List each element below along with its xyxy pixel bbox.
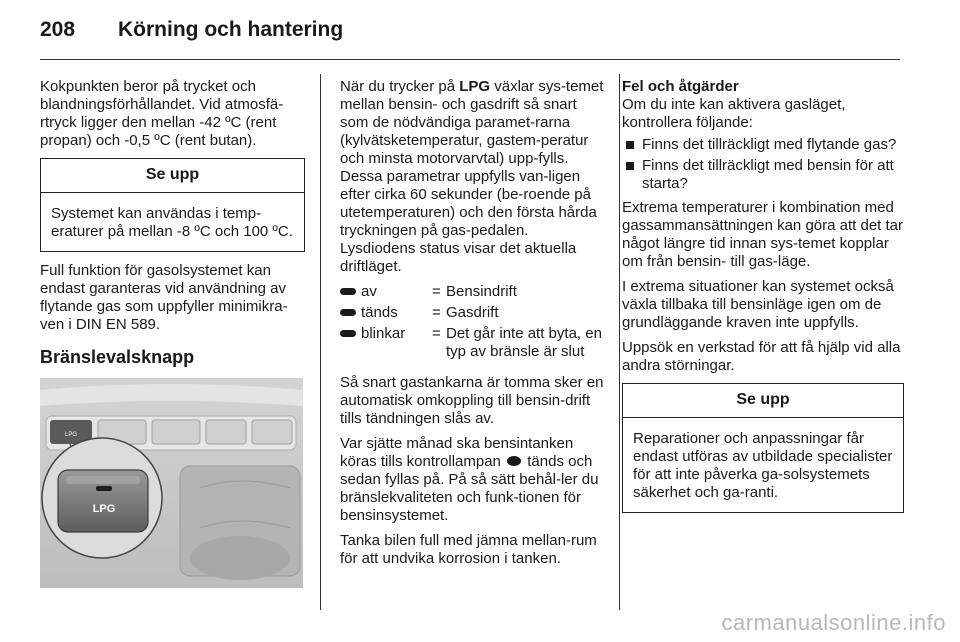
lpg-switch-text-start: När du trycker på [340, 78, 460, 95]
lpg-label-large: LPG [92, 503, 116, 515]
boiling-point-paragraph: Kokpunkten beror på trycket och blandningsförhållandet. Vid atmosfä-rtryck ligger den mellan -42 ºC (rent propan) och -0,5 ºC (rent butan). [40, 78, 284, 149]
column-divider-2 [619, 74, 620, 610]
status-state-cell [340, 325, 432, 364]
full-function-paragraph: Full funktion för gasolsystemet kan endast garanteras vid användning av flytande gas som uppfyller minimikra-ven i DIN EN 589. [40, 262, 288, 333]
caution-text: Systemet kan användas i temp-eraturer på mellan -8 ºC och 100 ºC. [51, 205, 293, 240]
list-item: Finns det tillräckligt med flytande gas? [622, 136, 904, 154]
caution-title: Se upp [41, 159, 304, 193]
equals-sign: = [432, 325, 441, 342]
header-rule [40, 59, 900, 60]
section-heading-fuel-selector: Bränslevalsknapp [40, 347, 195, 367]
six-month-text-end: tänds och sedan fyllas på. På så sätt behål-ler du bränslekvaliteten och funk-tionen för bensinsystemet. [340, 453, 599, 524]
six-month-text-start: Var sjätte månad ska bensintanken köras tills kontrollampan [340, 435, 574, 470]
caution-box-repairs [622, 383, 904, 513]
caution-title: Se upp [623, 384, 903, 418]
column-divider-1 [320, 74, 321, 610]
equals-sign: = [432, 283, 441, 300]
table-row [340, 283, 605, 304]
status-state-cell [340, 304, 432, 325]
workshop-paragraph: Uppsök en verkstad för att få hjälp vid alla andra störningar. [622, 339, 901, 374]
led-icon [340, 288, 356, 295]
caution-box-temperature [40, 158, 305, 252]
led-status-table [340, 283, 605, 364]
status-state: av [361, 283, 377, 300]
status-meaning: Gasdrift [446, 304, 499, 321]
list-item: Finns det tillräckligt med bensin för att starta? [622, 157, 904, 193]
page-header [40, 18, 343, 42]
fill-up-paragraph: Tanka bilen full med jämna mellan-rum för att undvika korrosion i tanken. [340, 532, 597, 567]
lpg-keyword: LPG [459, 78, 491, 95]
faults-heading: Fel och åtgärder [622, 78, 739, 95]
table-row [340, 304, 605, 325]
column-2 [340, 78, 605, 575]
status-state: tänds [361, 304, 398, 321]
six-month-paragraph [340, 435, 605, 525]
caution-text: Reparationer och anpassningar får endast utföras av utbildade specialister för att inte påverka ga-solsystemets säkerhet och ga-ranti. [633, 430, 893, 501]
status-state: blinkar [361, 325, 406, 342]
table-row [340, 325, 605, 364]
column-1 [40, 78, 305, 593]
led-icon [340, 309, 356, 316]
status-meaning: Bensindrift [446, 283, 517, 300]
indicator-lamp-icon [507, 456, 521, 466]
led-icon [340, 330, 356, 337]
status-meaning: Det går inte att byta, en typ av bränsle är slut [446, 325, 602, 360]
faults-intro: Om du inte kan aktivera gasläget, kontrollera följande: [622, 96, 846, 131]
status-state-cell [340, 283, 432, 304]
lpg-button-figure [40, 378, 303, 588]
equals-sign: = [432, 304, 441, 321]
column-3 [622, 78, 904, 523]
extreme-temperature-paragraph: Extrema temperaturer i kombination med gassammansättningen kan göra att det tar något längre tid innan sys-temet kopplar om från bensin- till gas-läge. [622, 199, 904, 270]
lpg-switch-text-end: växlar sys-temet mellan bensin- och gasdrift så snart som de nödvändiga paramet-rarna (kylvätsketemperatur, gastem-peratur och minsta motorvarvtal) upp-fylls. Dessa parametrar uppfylls van-ligen efter cirka 60 sekunder (be-roende på utetemperaturen) och den första hårda tryckningen på gas-pedalen. Lysdiodens status visar det aktuella driftläget. [340, 78, 604, 275]
extreme-situation-paragraph: I extrema situationer kan systemet också växla tillbaka till bensinläge igen om de grundläggande kraven inte uppfylls. [622, 278, 894, 331]
lpg-switch-paragraph [340, 78, 605, 276]
auto-switch-paragraph: Så snart gastankarna är tomma sker en automatisk omkoppling till bensin-drift tills tändningen slås av. [340, 374, 604, 427]
chapter-title: Körning och hantering [118, 18, 344, 41]
page-number: 208 [40, 18, 76, 41]
check-list [622, 136, 904, 193]
watermark: carmanualsonline.info [721, 610, 946, 635]
lpg-label-small: LPG [64, 432, 78, 438]
